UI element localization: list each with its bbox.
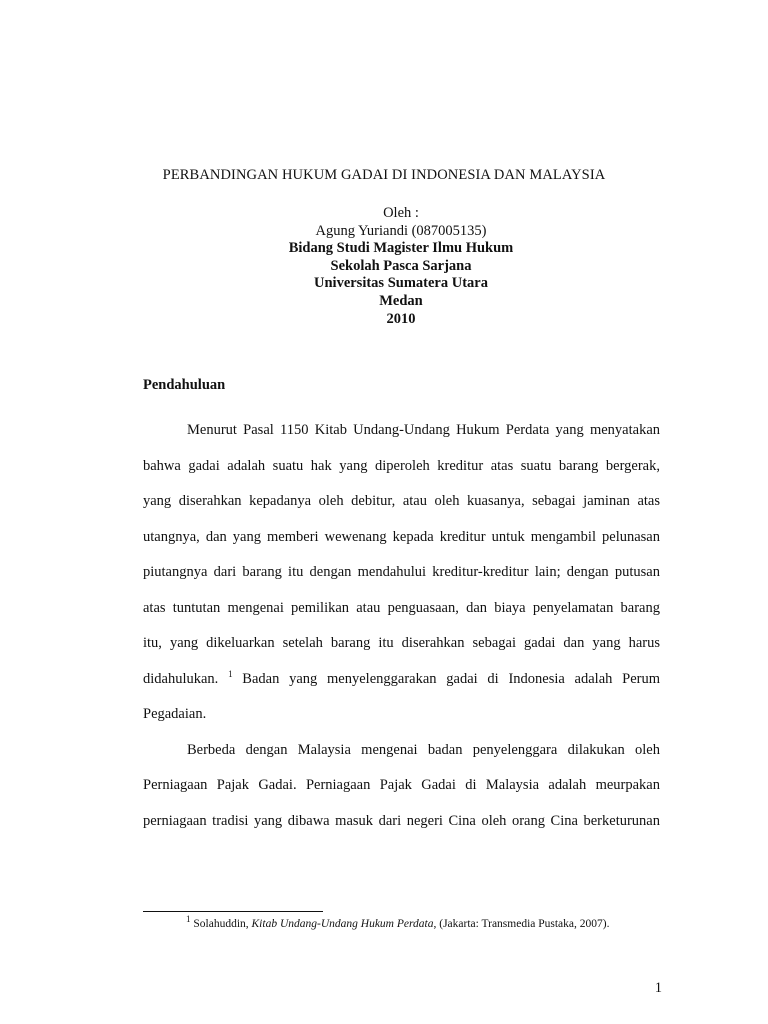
study-program: Bidang Studi Magister Ilmu Hukum	[288, 240, 514, 257]
section-heading: Pendahuluan	[143, 377, 226, 393]
paragraph-line: piutangnya dari barang itu dengan mendahului kreditur-kreditur lain; dengan putusan	[143, 564, 660, 580]
paragraph-line	[143, 662, 660, 698]
paragraph-line: Pegadaian.	[143, 706, 207, 722]
footnote-author: Solahuddin,	[190, 918, 252, 930]
paragraph-line: yang diserahkan kepadanya oleh debitur, atau oleh kuasanya, sebagai jaminan atas	[143, 493, 660, 509]
paragraph-line: utangnya, dan yang memberi wewenang kepada kreditur untuk mengambil pelunasan	[143, 528, 660, 545]
line-text: didahulukan.	[143, 670, 219, 687]
paragraph-line: atas tuntutan mengenai pemilikan atau penguasaan, dan biaya penyelamatan barang	[143, 599, 660, 616]
year: 2010	[386, 310, 416, 327]
paragraph-line: Menurut Pasal 1150 Kitab Undang-Undang Hukum Perdata yang menyatakan	[187, 422, 660, 438]
oleh-label: Oleh :	[383, 205, 419, 221]
footnote-book-title: Kitab Undang-Undang Hukum Perdata	[251, 918, 434, 930]
author-block	[0, 205, 768, 328]
city-name: Medan	[379, 292, 423, 309]
paragraph-line: bahwa gadai adalah suatu hak yang diperoleh kreditur atas suatu barang bergerak,	[143, 457, 660, 474]
author-name: Agung Yuriandi (087005135)	[315, 222, 487, 239]
paragraph-line: itu, yang dikeluarkan setelah barang itu diserahkan sebagai gadai dan yang harus	[143, 635, 660, 651]
footnote	[186, 914, 610, 930]
paragraph-line: perniagaan tradisi yang dibawa masuk dari negeri Cina oleh orang Cina berketurunan	[143, 812, 660, 829]
body-text	[143, 413, 660, 839]
footnote-reference[interactable]: 1	[228, 668, 233, 679]
document-title: PERBANDINGAN HUKUM GADAI DI INDONESIA DAN MALAYSIA	[162, 167, 606, 183]
page-number: 1	[654, 980, 662, 996]
paragraph-line: Berbeda dengan Malaysia mengenai badan penyelenggara dilakukan oleh	[187, 741, 660, 758]
footnote-divider	[143, 911, 323, 912]
footnote-number: 1	[186, 914, 191, 925]
line-text: Badan yang menyelenggarakan gadai di Indonesia adalah Perum	[232, 670, 660, 687]
university-name: Universitas Sumatera Utara	[314, 275, 488, 292]
footnote-publication: , (Jakarta: Transmedia Pustaka, 2007).	[433, 918, 610, 930]
paragraph-line: Perniagaan Pajak Gadai. Perniagaan Pajak Gadai di Malaysia adalah meurpakan	[143, 777, 660, 793]
school-name: Sekolah Pasca Sarjana	[330, 257, 472, 274]
